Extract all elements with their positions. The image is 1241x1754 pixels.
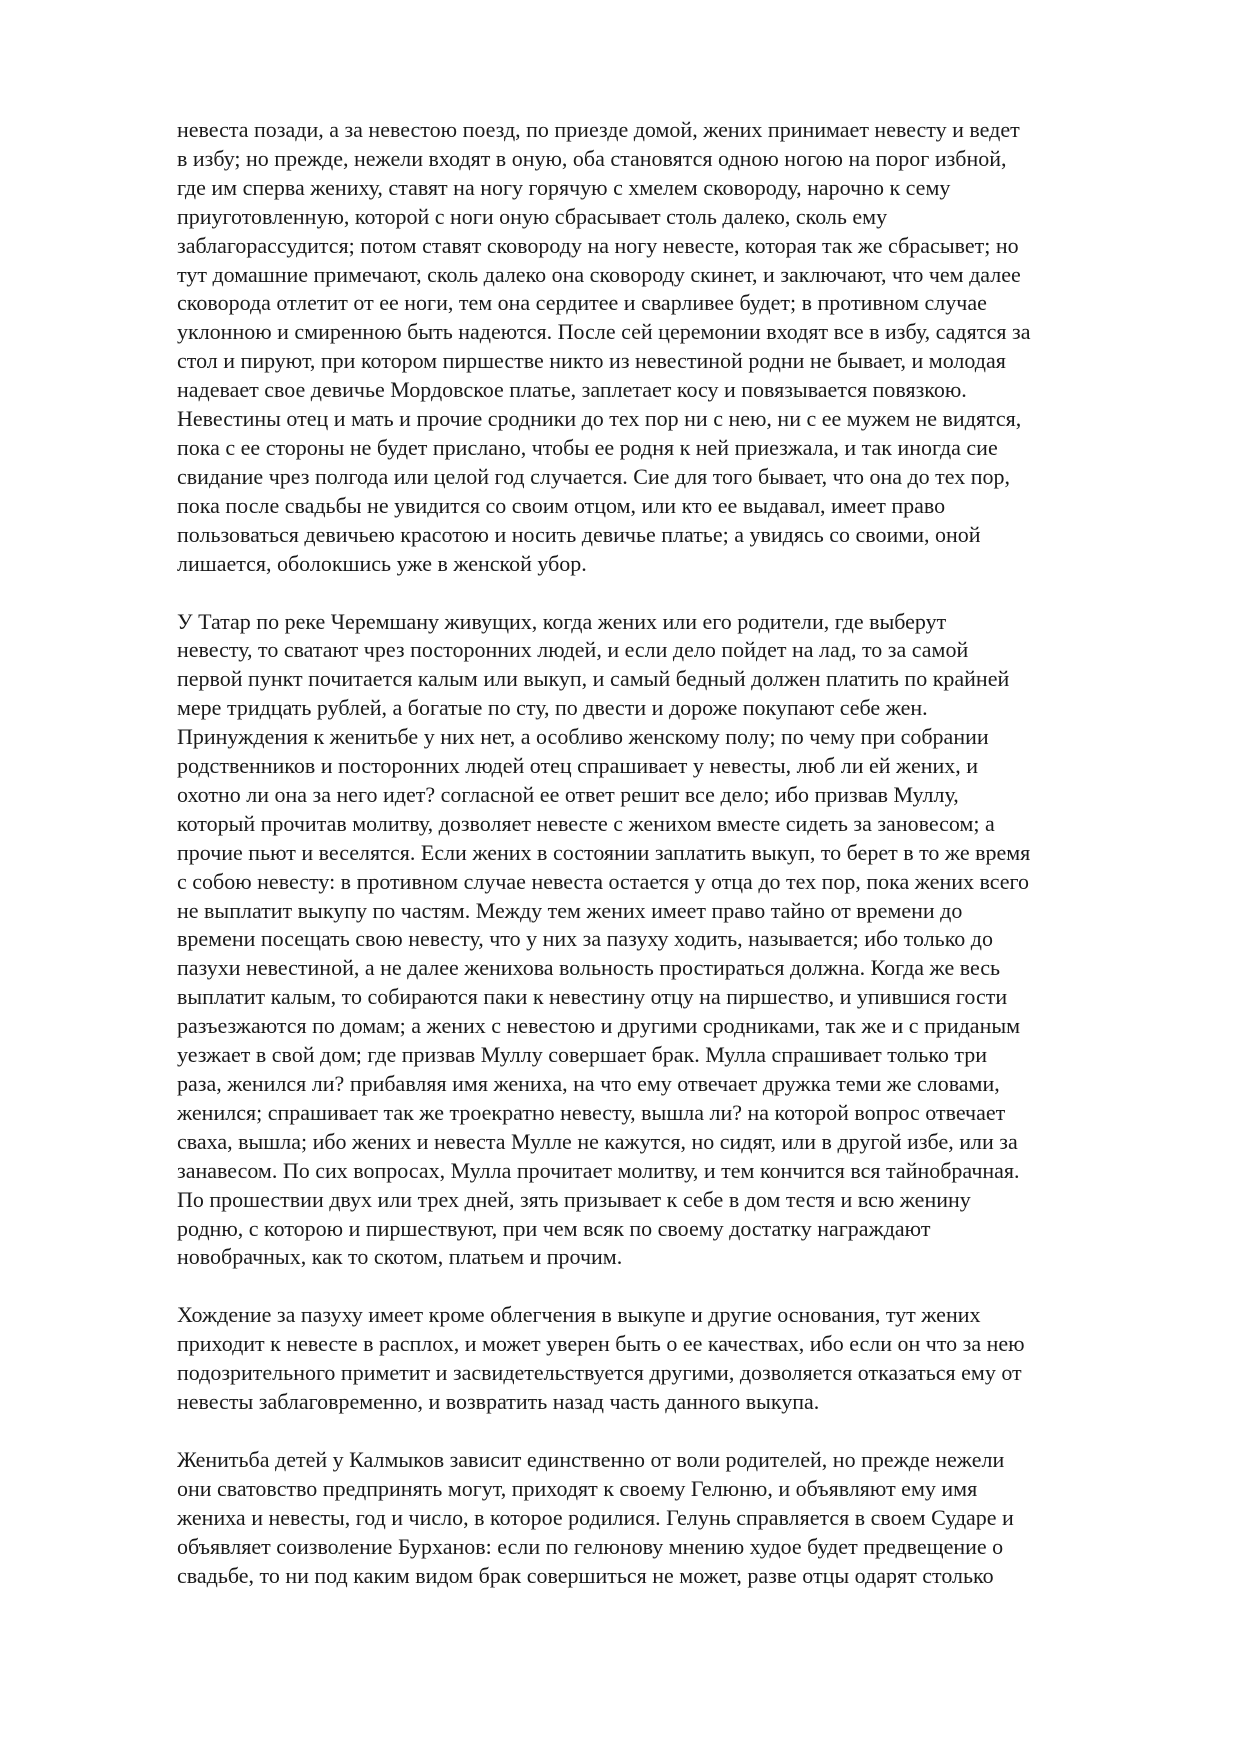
paragraph-tatar-wedding: [177, 608, 1147, 1273]
text-line: пользоваться девичьею красотою и носить девичье платье; а увидясь со своими, оной: [177, 521, 981, 547]
text-line: объявляет соизволение Бурханов: если по гелюнову мнению худое будет предвещение о: [177, 1533, 1004, 1559]
text-line: раза, женился ли? прибавляя имя жениха, на что ему отвечает дружка теми же словами,: [177, 1071, 1000, 1096]
text-line: охотно ли она за него идет? согласной ее ответ решит все дело; ибо призвав Муллу,: [177, 781, 959, 807]
text-line: уезжает в свой дом; где призвав Муллу совершает брак. Мулла спрашивает только три: [177, 1042, 988, 1068]
text-line: свадьбе, то ни под каким видом брак совершиться не может, разве отцы одарят столько: [177, 1562, 994, 1588]
text-line: свидание чрез полгода или целой год случается. Сие для того бывает, что она до тех пор,: [177, 463, 1011, 489]
paragraph-mordva-wedding: [177, 116, 1147, 579]
text-line: лишается, оболокшись уже в женской убор.: [177, 550, 587, 576]
text-line: они сватовство предпринять могут, приходят к своему Гелюню, и объявляют ему имя: [177, 1475, 978, 1501]
text-line: тут домашние примечают, сколь далеко она сковороду скинет, и заключают, что чем далее: [177, 261, 1021, 287]
document-body: [177, 116, 1147, 1620]
text-line: выплатит калым, то собираются паки к невестину отцу на пиршество, и упившися гости: [177, 984, 1008, 1010]
text-line: в избу; но прежде, нежели входят в оную, оба становятся одною ногою на порог избной,: [177, 145, 1007, 171]
text-line: пазухи невестиной, а не далее женихова вольность простираться должна. Когда же весь: [177, 955, 1001, 981]
text-line: жениха и невесты, год и число, в которое родилися. Гелунь справляется в своем Сударе и: [177, 1504, 1014, 1530]
text-line: не выплатит выкупу по частям. Между тем жених имеет право тайно от времени до: [177, 897, 963, 923]
text-line: первой пункт почитается калым или выкуп, и самый бедный должен платить по крайней: [177, 666, 1010, 692]
text-line: пока после свадьбы не увидится со своим отцом, или кто ее выдавал, имеет право: [177, 492, 946, 518]
text-line: стол и пируют, при котором пиршестве никто из невестиной родни не бывает, и молодая: [177, 348, 1006, 374]
text-line: сваха, вышла; ибо жених и невеста Мулле не кажутся, но сидят, или в другой избе, или за: [177, 1128, 1018, 1154]
text-line: пока с ее стороны не будет прислано, чтобы ее родня к ней приезжала, и так иногда сие: [177, 434, 998, 460]
text-line: женился; спрашивает так же троекратно невесту, вышла ли? на которой вопрос отвечает: [177, 1099, 1006, 1125]
text-line: сковорода отлетит от ее ноги, тем она сердитее и сварливее будет; в противном случае: [177, 290, 987, 316]
text-line: Невестины отец и мать и прочие сродники до тех пор ни с нею, ни с ее мужем не видятся,: [177, 406, 1022, 432]
text-line: который прочитав молитву, дозволяет невесте с женихом вместе сидеть за зановесом; а: [177, 810, 995, 836]
text-line: приуготовленную, которой с ноги оную сбрасывает столь далеко, сколь ему: [177, 203, 888, 229]
text-line: По прошествии двух или трех дней, зять призывает к себе в дом тестя и всю женину: [177, 1186, 971, 1212]
text-line: невесту, то сватают чрез посторонних людей, и если дело пойдет на лад, то за самой: [177, 637, 969, 663]
text-line: Хождение за пазуху имеет кроме облегчения в выкупе и другие основания, тут жених: [177, 1302, 981, 1328]
text-line: с собою невесту: в противном случае невеста остается у отца до тех пор, пока жених всего: [177, 868, 1030, 894]
text-line: уклонною и смиренною быть надеются. После сей церемонии входят все в избу, садятся за: [177, 319, 1031, 345]
text-line: приходит к невесте в расплох, и может уверен быть о ее качествах, ибо если он что за нею: [177, 1331, 1025, 1357]
text-line: Женитьба детей у Калмыков зависит единственно от воли родителей, но прежде нежели: [177, 1446, 1005, 1472]
paragraph-pazukha-custom: [177, 1301, 1147, 1417]
text-line: где им сперва жениху, ставят на ногу горячую с хмелем сковороду, нарочно к сему: [177, 174, 951, 200]
text-line: родню, с которою и пиршествуют, при чем всяк по своему достатку награждают: [177, 1215, 931, 1241]
text-line: прочие пьют и веселятся. Если жених в состоянии заплатить выкуп, то берет в то же время: [177, 839, 1031, 865]
text-line: мере тридцать рублей, а богатые по сту, по двести и дороже покупают себе жен.: [177, 695, 928, 721]
text-line: У Татар по реке Черемшану живущих, когда жених или его родители, где выберут: [177, 608, 947, 634]
text-line: времени посещать свою невесту, что у них за пазуху ходить, называется; ибо только до: [177, 926, 993, 952]
text-line: занавесом. По сих вопросах, Мулла прочитает молитву, и тем кончится вся тайнобрачная.: [177, 1157, 1020, 1183]
text-line: новобрачных, как то скотом, платьем и прочим.: [177, 1244, 623, 1270]
text-line: подозрительного приметит и засвидетельствуется другими, дозволяется отказаться ему от: [177, 1360, 1022, 1386]
text-line: заблагорассудится; потом ставят сковороду на ногу невесте, которая так же сбрасывет; но: [177, 232, 1019, 258]
text-line: Принуждения к женитьбе у них нет, а особливо женскому полу; по чему при собрании: [177, 724, 989, 750]
text-line: родственников и посторонних людей отец спрашивает у невесты, люб ли ей жених, и: [177, 753, 979, 779]
text-line: разъезжаются по домам; а жених с невестою и другими сродниками, так же и с приданым: [177, 1013, 1021, 1039]
paragraph-kalmyk-wedding: [177, 1446, 1147, 1591]
text-line: надевает свое девичье Мордовское платье, заплетает косу и повязывается повязкою.: [177, 377, 967, 403]
text-line: невеста позади, а за невестою поезд, по приезде домой, жених принимает невесту и ведет: [177, 117, 1020, 142]
text-line: невесты заблаговременно, и возвратить назад часть данного выкупа.: [177, 1389, 820, 1415]
